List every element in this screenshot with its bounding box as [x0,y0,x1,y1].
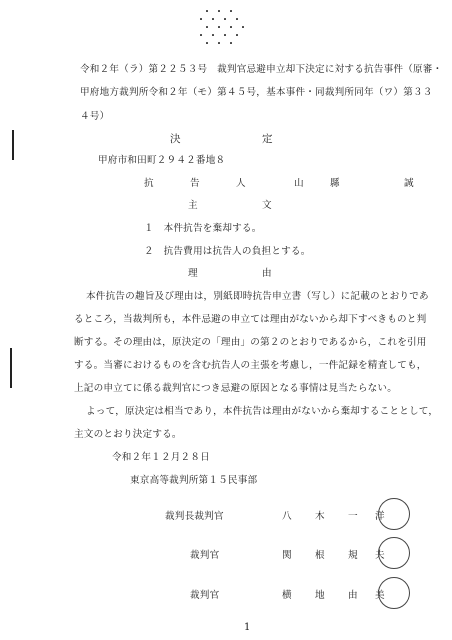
judge-seal [378,498,410,530]
appellant-name-char: 縣 [330,178,340,189]
judge-name-char: 八 [282,511,292,522]
perforation-dot [200,18,202,20]
perforation-dot [230,26,232,28]
perforation-dot [206,10,208,12]
reasons-line: よって，原決定は相当であり，本件抗告は理由がないから棄却することとして， [86,406,439,417]
decision-title-char: 定 [262,133,273,145]
appellant-role-char: 告 [190,178,200,189]
main-text-item: ２ 抗告費用は抗告人の負担とする。 [144,246,311,257]
reasons-heading-char: 理 [188,268,198,279]
main-text-heading-char: 文 [262,200,272,211]
perforation-dot [230,42,232,44]
judge-name-char: 美 [375,590,385,601]
appellant-name-char: 誠 [404,178,414,189]
judge-title: 裁判官 [190,590,220,601]
perforation-dot [224,18,226,20]
judge-name-char: 横 [282,590,292,601]
reasons-line: 上記の申立てに係る裁判官につき忌避の原因となる事情は見当たらない。 [74,383,398,394]
judge-seal [378,537,410,569]
main-text-heading-char: 主 [188,200,198,211]
main-text-item: １ 本件抗告を棄却する。 [144,223,262,234]
judge-name-char: 由 [348,590,358,601]
margin-mark [12,130,14,160]
appellant-role-char: 人 [236,178,246,189]
perforation-dot [218,42,220,44]
reasons-line: 断する。その理由は，原決定の「理由」の第２のとおりであるから，これを引用 [74,337,427,348]
perforation-dots [190,8,250,50]
appellant-address: 甲府市和田町２９４２番地８ [98,155,226,166]
reasons-line: する。当審におけるものを含む抗告人の主張を考慮し，一件記録を精査しても， [74,360,427,371]
judge-name-char: 関 [282,550,292,561]
perforation-dot [242,26,244,28]
appellant-role-char: 抗 [144,178,154,189]
reasons-line: 主文のとおり決定する。 [74,429,182,440]
judge-seal [378,577,410,609]
perforation-dot [224,34,226,36]
decision-date: 令和２年１２月２８日 [112,452,210,463]
case-line-2: 甲府地方裁判所令和２年（モ）第４５号，基本事件・同裁判所同年（ワ）第３３ [80,87,433,98]
reasons-heading-char: 由 [262,268,272,279]
judge-name-char: 規 [348,550,358,561]
perforation-dot [218,10,220,12]
case-line-3: ４号） [80,111,110,122]
judge-name-char: 地 [315,590,325,601]
judge-name-char: 一 [348,511,358,522]
judge-title: 裁判官 [190,550,220,561]
judge-name-char: 夫 [375,550,385,561]
perforation-dot [200,34,202,36]
judge-name-char: 根 [315,550,325,561]
perforation-dot [206,26,208,28]
perforation-dot [212,18,214,20]
perforation-dot [236,34,238,36]
judge-title: 裁判長裁判官 [165,511,224,522]
decision-title-char: 決 [170,133,181,145]
reasons-line: るところ，当裁判所も，本件忌避の申立ては理由がないから却下すべきものと判 [74,314,427,325]
perforation-dot [206,42,208,44]
judge-name-char: 木 [315,511,325,522]
case-line-1: 令和２年（ラ）第２２５３号 裁判官忌避申立却下決定に対する抗告事件（原審・ [80,64,443,75]
margin-mark [10,348,12,388]
perforation-dot [236,18,238,20]
perforation-dot [218,26,220,28]
reasons-line: 本件抗告の趣旨及び理由は，別紙即時抗告申立書（写し）に記載のとおりであ [86,291,429,302]
perforation-dot [212,34,214,36]
judge-name-char: 洋 [375,511,385,522]
perforation-dot [230,10,232,12]
appellant-name-char: 山 [294,178,304,189]
page-number: 1 [244,622,251,633]
court-name: 東京高等裁判所第１５民事部 [130,475,258,486]
